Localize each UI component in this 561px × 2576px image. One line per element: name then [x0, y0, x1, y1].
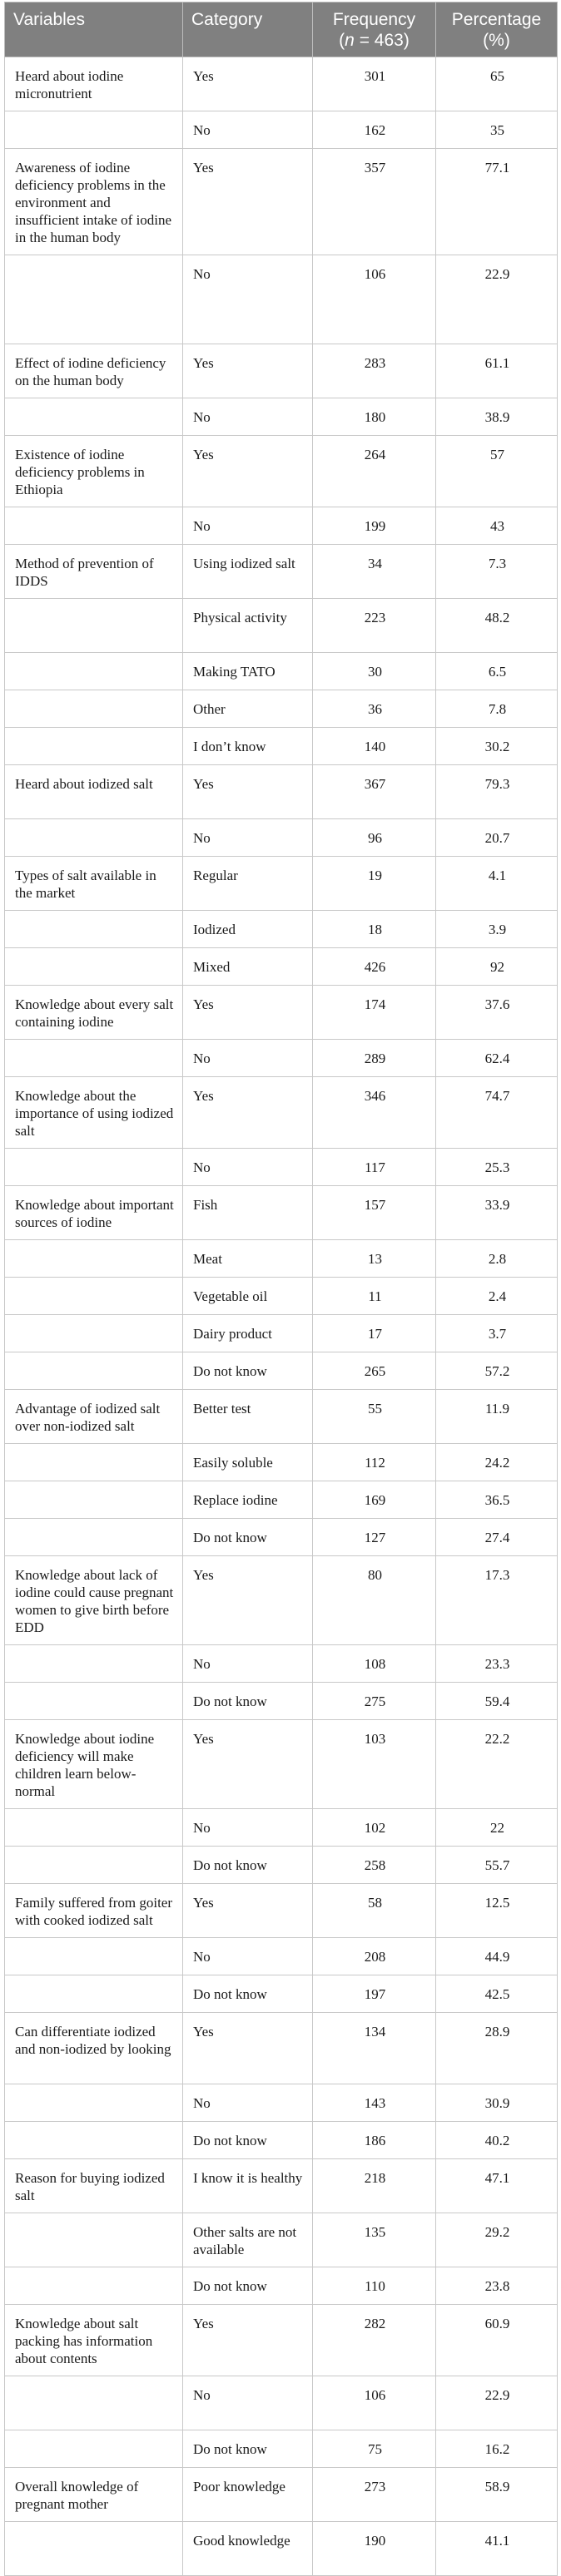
table-row	[5, 599, 558, 653]
cell-percentage: 16.2	[436, 2430, 558, 2468]
cell-category: No	[183, 255, 313, 344]
table-row	[5, 1809, 558, 1847]
cell-category: Do not know	[183, 1847, 313, 1884]
cell-variable	[5, 2522, 183, 2576]
cell-frequency: 282	[313, 2305, 436, 2376]
cell-category: Yes	[183, 986, 313, 1040]
cell-percentage: 74.7	[436, 1077, 558, 1149]
cell-variable: Knowledge about every salt containing iodine	[5, 986, 183, 1040]
cell-variable	[5, 1975, 183, 2013]
cell-category: Better test	[183, 1390, 313, 1444]
cell-frequency: 75	[313, 2430, 436, 2468]
cell-frequency: 127	[313, 1519, 436, 1556]
table-row	[5, 1720, 558, 1809]
cell-variable	[5, 948, 183, 986]
cell-category: Do not know	[183, 2430, 313, 2468]
cell-category: Yes	[183, 1556, 313, 1645]
cell-percentage: 57.2	[436, 1352, 558, 1390]
table-row	[5, 2213, 558, 2267]
cell-percentage: 30.2	[436, 728, 558, 765]
cell-frequency: 157	[313, 1186, 436, 1240]
cell-variable	[5, 398, 183, 436]
cell-category: Other salts are not available	[183, 2213, 313, 2267]
cell-category: Do not know	[183, 1352, 313, 1390]
table-row	[5, 1975, 558, 2013]
table-row	[5, 398, 558, 436]
table-row	[5, 149, 558, 255]
cell-frequency: 367	[313, 765, 436, 819]
table-row	[5, 1556, 558, 1645]
cell-percentage: 40.2	[436, 2122, 558, 2159]
cell-frequency: 186	[313, 2122, 436, 2159]
cell-frequency: 218	[313, 2159, 436, 2213]
cell-frequency: 106	[313, 2376, 436, 2430]
table-body	[5, 57, 558, 2576]
table-row	[5, 255, 558, 344]
cell-percentage: 35	[436, 111, 558, 149]
cell-variable: Can differentiate iodized and non-iodized by looking	[5, 2013, 183, 2084]
cell-percentage: 3.9	[436, 911, 558, 948]
cell-percentage: 11.9	[436, 1390, 558, 1444]
cell-category: No	[183, 507, 313, 545]
table-row	[5, 653, 558, 690]
cell-category: Yes	[183, 2305, 313, 2376]
cell-frequency: 258	[313, 1847, 436, 1884]
table-row	[5, 1683, 558, 1720]
knowledge-table	[4, 2, 558, 2576]
cell-variable	[5, 2430, 183, 2468]
cell-variable: Heard about iodized salt	[5, 765, 183, 819]
table-row	[5, 1040, 558, 1077]
cell-category: Using iodized salt	[183, 545, 313, 599]
cell-category: Yes	[183, 57, 313, 111]
cell-percentage: 77.1	[436, 149, 558, 255]
cell-category: Yes	[183, 436, 313, 507]
table-row	[5, 545, 558, 599]
cell-frequency: 36	[313, 690, 436, 728]
cell-category: No	[183, 398, 313, 436]
cell-frequency: 134	[313, 2013, 436, 2084]
cell-category: No	[183, 819, 313, 857]
table-row	[5, 1186, 558, 1240]
cell-frequency: 140	[313, 728, 436, 765]
cell-variable	[5, 653, 183, 690]
table-header	[5, 2, 558, 57]
cell-frequency: 80	[313, 1556, 436, 1645]
cell-frequency: 174	[313, 986, 436, 1040]
cell-percentage: 22.9	[436, 2376, 558, 2430]
cell-frequency: 96	[313, 819, 436, 857]
cell-category: Physical activity	[183, 599, 313, 653]
cell-variable	[5, 911, 183, 948]
cell-variable: Advantage of iodized salt over non-iodized salt	[5, 1390, 183, 1444]
cell-variable: Method of prevention of IDDS	[5, 545, 183, 599]
cell-variable	[5, 1645, 183, 1683]
cell-category: Good knowledge	[183, 2522, 313, 2576]
cell-category: Fish	[183, 1186, 313, 1240]
cell-percentage: 12.5	[436, 1884, 558, 1938]
table-row	[5, 1847, 558, 1884]
cell-category: Mixed	[183, 948, 313, 986]
cell-frequency: 301	[313, 57, 436, 111]
cell-category: Do not know	[183, 2122, 313, 2159]
cell-percentage: 62.4	[436, 1040, 558, 1077]
cell-variable: Existence of iodine deficiency problems in Ethiopia	[5, 436, 183, 507]
cell-percentage: 6.5	[436, 653, 558, 690]
cell-variable	[5, 2084, 183, 2122]
table-row	[5, 728, 558, 765]
cell-category: No	[183, 1040, 313, 1077]
cell-percentage: 20.7	[436, 819, 558, 857]
cell-variable	[5, 2267, 183, 2305]
cell-frequency: 117	[313, 1149, 436, 1186]
header-percentage-label: Percentage	[451, 10, 542, 29]
cell-variable	[5, 111, 183, 149]
cell-variable	[5, 2213, 183, 2267]
cell-category: Do not know	[183, 1519, 313, 1556]
cell-percentage: 23.8	[436, 2267, 558, 2305]
cell-variable: Knowledge about salt packing has information about contents	[5, 2305, 183, 2376]
cell-percentage: 60.9	[436, 2305, 558, 2376]
cell-frequency: 110	[313, 2267, 436, 2305]
cell-frequency: 275	[313, 1683, 436, 1720]
table-row	[5, 1938, 558, 1975]
header-n-prefix: (	[339, 31, 345, 50]
cell-variable	[5, 1278, 183, 1315]
table-row	[5, 819, 558, 857]
cell-frequency: 135	[313, 2213, 436, 2267]
header-percentage-unit: (%)	[483, 31, 510, 50]
cell-category: Poor knowledge	[183, 2468, 313, 2522]
cell-frequency: 264	[313, 436, 436, 507]
cell-category: No	[183, 2376, 313, 2430]
cell-frequency: 18	[313, 911, 436, 948]
table-row	[5, 507, 558, 545]
cell-category: No	[183, 111, 313, 149]
table-row	[5, 2013, 558, 2084]
cell-percentage: 61.1	[436, 344, 558, 398]
table-row	[5, 436, 558, 507]
cell-frequency: 208	[313, 1938, 436, 1975]
cell-category: No	[183, 1938, 313, 1975]
cell-frequency: 11	[313, 1278, 436, 1315]
cell-frequency: 58	[313, 1884, 436, 1938]
cell-percentage: 25.3	[436, 1149, 558, 1186]
cell-frequency: 223	[313, 599, 436, 653]
header-n-symbol: n	[345, 31, 355, 50]
header-n-value: = 463)	[354, 31, 410, 50]
table-row	[5, 2267, 558, 2305]
table-container	[4, 2, 557, 2576]
cell-variable	[5, 1240, 183, 1278]
cell-category: Dairy product	[183, 1315, 313, 1352]
cell-variable	[5, 1149, 183, 1186]
cell-variable: Effect of iodine deficiency on the human body	[5, 344, 183, 398]
cell-percentage: 23.3	[436, 1645, 558, 1683]
cell-frequency: 162	[313, 111, 436, 149]
cell-frequency: 190	[313, 2522, 436, 2576]
cell-variable	[5, 1444, 183, 1481]
cell-category: Easily soluble	[183, 1444, 313, 1481]
cell-percentage: 22.9	[436, 255, 558, 344]
cell-frequency: 143	[313, 2084, 436, 2122]
cell-percentage: 57	[436, 436, 558, 507]
cell-category: Yes	[183, 1884, 313, 1938]
cell-variable	[5, 1481, 183, 1519]
cell-category: Yes	[183, 149, 313, 255]
table-row	[5, 2084, 558, 2122]
cell-variable: Overall knowledge of pregnant mother	[5, 2468, 183, 2522]
cell-category: Vegetable oil	[183, 1278, 313, 1315]
cell-category: Yes	[183, 1077, 313, 1149]
table-row	[5, 111, 558, 149]
cell-category: I know it is healthy	[183, 2159, 313, 2213]
cell-percentage: 24.2	[436, 1444, 558, 1481]
cell-category: Do not know	[183, 2267, 313, 2305]
cell-percentage: 47.1	[436, 2159, 558, 2213]
header-frequency-label: Frequency	[332, 10, 416, 29]
cell-percentage: 58.9	[436, 2468, 558, 2522]
table-row	[5, 1077, 558, 1149]
cell-percentage: 48.2	[436, 599, 558, 653]
cell-percentage: 33.9	[436, 1186, 558, 1240]
cell-percentage: 2.8	[436, 1240, 558, 1278]
cell-variable	[5, 255, 183, 344]
table-row	[5, 690, 558, 728]
cell-frequency: 346	[313, 1077, 436, 1149]
cell-frequency: 273	[313, 2468, 436, 2522]
cell-percentage: 29.2	[436, 2213, 558, 2267]
table-row	[5, 1315, 558, 1352]
cell-category: Other	[183, 690, 313, 728]
table-row	[5, 57, 558, 111]
cell-variable	[5, 1352, 183, 1390]
cell-frequency: 180	[313, 398, 436, 436]
cell-frequency: 55	[313, 1390, 436, 1444]
cell-percentage: 7.8	[436, 690, 558, 728]
cell-variable	[5, 2122, 183, 2159]
cell-frequency: 265	[313, 1352, 436, 1390]
cell-variable: Heard about iodine micronutrient	[5, 57, 183, 111]
header-percentage	[436, 2, 558, 57]
cell-category: No	[183, 1809, 313, 1847]
cell-category: Yes	[183, 344, 313, 398]
cell-percentage: 22.2	[436, 1720, 558, 1809]
cell-frequency: 283	[313, 344, 436, 398]
cell-category: No	[183, 1149, 313, 1186]
cell-variable	[5, 728, 183, 765]
cell-category: Yes	[183, 2013, 313, 2084]
cell-category: Yes	[183, 1720, 313, 1809]
cell-frequency: 34	[313, 545, 436, 599]
header-variables: Variables	[5, 2, 183, 57]
table-row	[5, 2159, 558, 2213]
cell-category: Iodized	[183, 911, 313, 948]
cell-frequency: 426	[313, 948, 436, 986]
cell-percentage: 27.4	[436, 1519, 558, 1556]
cell-variable: Knowledge about the importance of using iodized salt	[5, 1077, 183, 1149]
cell-percentage: 42.5	[436, 1975, 558, 2013]
table-row	[5, 857, 558, 911]
table-row	[5, 986, 558, 1040]
cell-percentage: 92	[436, 948, 558, 986]
cell-percentage: 22	[436, 1809, 558, 1847]
cell-variable	[5, 507, 183, 545]
table-row	[5, 1240, 558, 1278]
cell-category: Regular	[183, 857, 313, 911]
table-row	[5, 911, 558, 948]
cell-percentage: 44.9	[436, 1938, 558, 1975]
table-row	[5, 1444, 558, 1481]
cell-frequency: 112	[313, 1444, 436, 1481]
cell-variable	[5, 1809, 183, 1847]
cell-percentage: 37.6	[436, 986, 558, 1040]
cell-percentage: 4.1	[436, 857, 558, 911]
cell-percentage: 36.5	[436, 1481, 558, 1519]
cell-variable: Knowledge about iodine deficiency will make children learn below-normal	[5, 1720, 183, 1809]
table-row	[5, 1519, 558, 1556]
cell-percentage: 2.4	[436, 1278, 558, 1315]
cell-variable	[5, 819, 183, 857]
table-row	[5, 1149, 558, 1186]
table-row	[5, 1481, 558, 1519]
cell-frequency: 108	[313, 1645, 436, 1683]
table-row	[5, 344, 558, 398]
cell-percentage: 59.4	[436, 1683, 558, 1720]
cell-variable: Knowledge about lack of iodine could cause pregnant women to give birth before EDD	[5, 1556, 183, 1645]
table-row	[5, 2468, 558, 2522]
header-category: Category	[183, 2, 313, 57]
cell-frequency: 357	[313, 149, 436, 255]
header-frequency	[313, 2, 436, 57]
cell-percentage: 30.9	[436, 2084, 558, 2122]
cell-category: No	[183, 2084, 313, 2122]
table-row	[5, 1645, 558, 1683]
cell-percentage: 7.3	[436, 545, 558, 599]
cell-frequency: 103	[313, 1720, 436, 1809]
cell-variable	[5, 1847, 183, 1884]
table-row	[5, 2122, 558, 2159]
table-row	[5, 1278, 558, 1315]
cell-frequency: 13	[313, 1240, 436, 1278]
cell-variable: Awareness of iodine deficiency problems in the environment and insufficient intake of iodine in the human body	[5, 149, 183, 255]
cell-frequency: 199	[313, 507, 436, 545]
table-row	[5, 2305, 558, 2376]
cell-variable: Knowledge about important sources of iodine	[5, 1186, 183, 1240]
cell-percentage: 38.9	[436, 398, 558, 436]
table-row	[5, 2522, 558, 2576]
cell-category: Yes	[183, 765, 313, 819]
table-row	[5, 948, 558, 986]
cell-category: Replace iodine	[183, 1481, 313, 1519]
cell-variable	[5, 1519, 183, 1556]
cell-variable	[5, 599, 183, 653]
cell-variable	[5, 690, 183, 728]
cell-variable	[5, 1315, 183, 1352]
cell-category: I don’t know	[183, 728, 313, 765]
cell-variable: Reason for buying iodized salt	[5, 2159, 183, 2213]
cell-frequency: 17	[313, 1315, 436, 1352]
cell-percentage: 41.1	[436, 2522, 558, 2576]
cell-category: Do not know	[183, 1975, 313, 2013]
cell-percentage: 55.7	[436, 1847, 558, 1884]
cell-percentage: 3.7	[436, 1315, 558, 1352]
cell-frequency: 102	[313, 1809, 436, 1847]
cell-frequency: 19	[313, 857, 436, 911]
cell-frequency: 106	[313, 255, 436, 344]
cell-category: No	[183, 1645, 313, 1683]
cell-variable: Family suffered from goiter with cooked iodized salt	[5, 1884, 183, 1938]
table-row	[5, 2430, 558, 2468]
table-row	[5, 2376, 558, 2430]
cell-percentage: 79.3	[436, 765, 558, 819]
cell-variable: Types of salt available in the market	[5, 857, 183, 911]
table-row	[5, 1884, 558, 1938]
cell-frequency: 30	[313, 653, 436, 690]
cell-frequency: 169	[313, 1481, 436, 1519]
cell-percentage: 43	[436, 507, 558, 545]
cell-variable	[5, 1938, 183, 1975]
cell-percentage: 28.9	[436, 2013, 558, 2084]
cell-percentage: 17.3	[436, 1556, 558, 1645]
table-row	[5, 1390, 558, 1444]
cell-category: Making TATO	[183, 653, 313, 690]
cell-frequency: 289	[313, 1040, 436, 1077]
cell-variable	[5, 1040, 183, 1077]
cell-percentage: 65	[436, 57, 558, 111]
cell-variable	[5, 1683, 183, 1720]
table-row	[5, 765, 558, 819]
table-row	[5, 1352, 558, 1390]
cell-category: Do not know	[183, 1683, 313, 1720]
cell-variable	[5, 2376, 183, 2430]
cell-frequency: 197	[313, 1975, 436, 2013]
header-row	[5, 2, 558, 57]
cell-category: Meat	[183, 1240, 313, 1278]
